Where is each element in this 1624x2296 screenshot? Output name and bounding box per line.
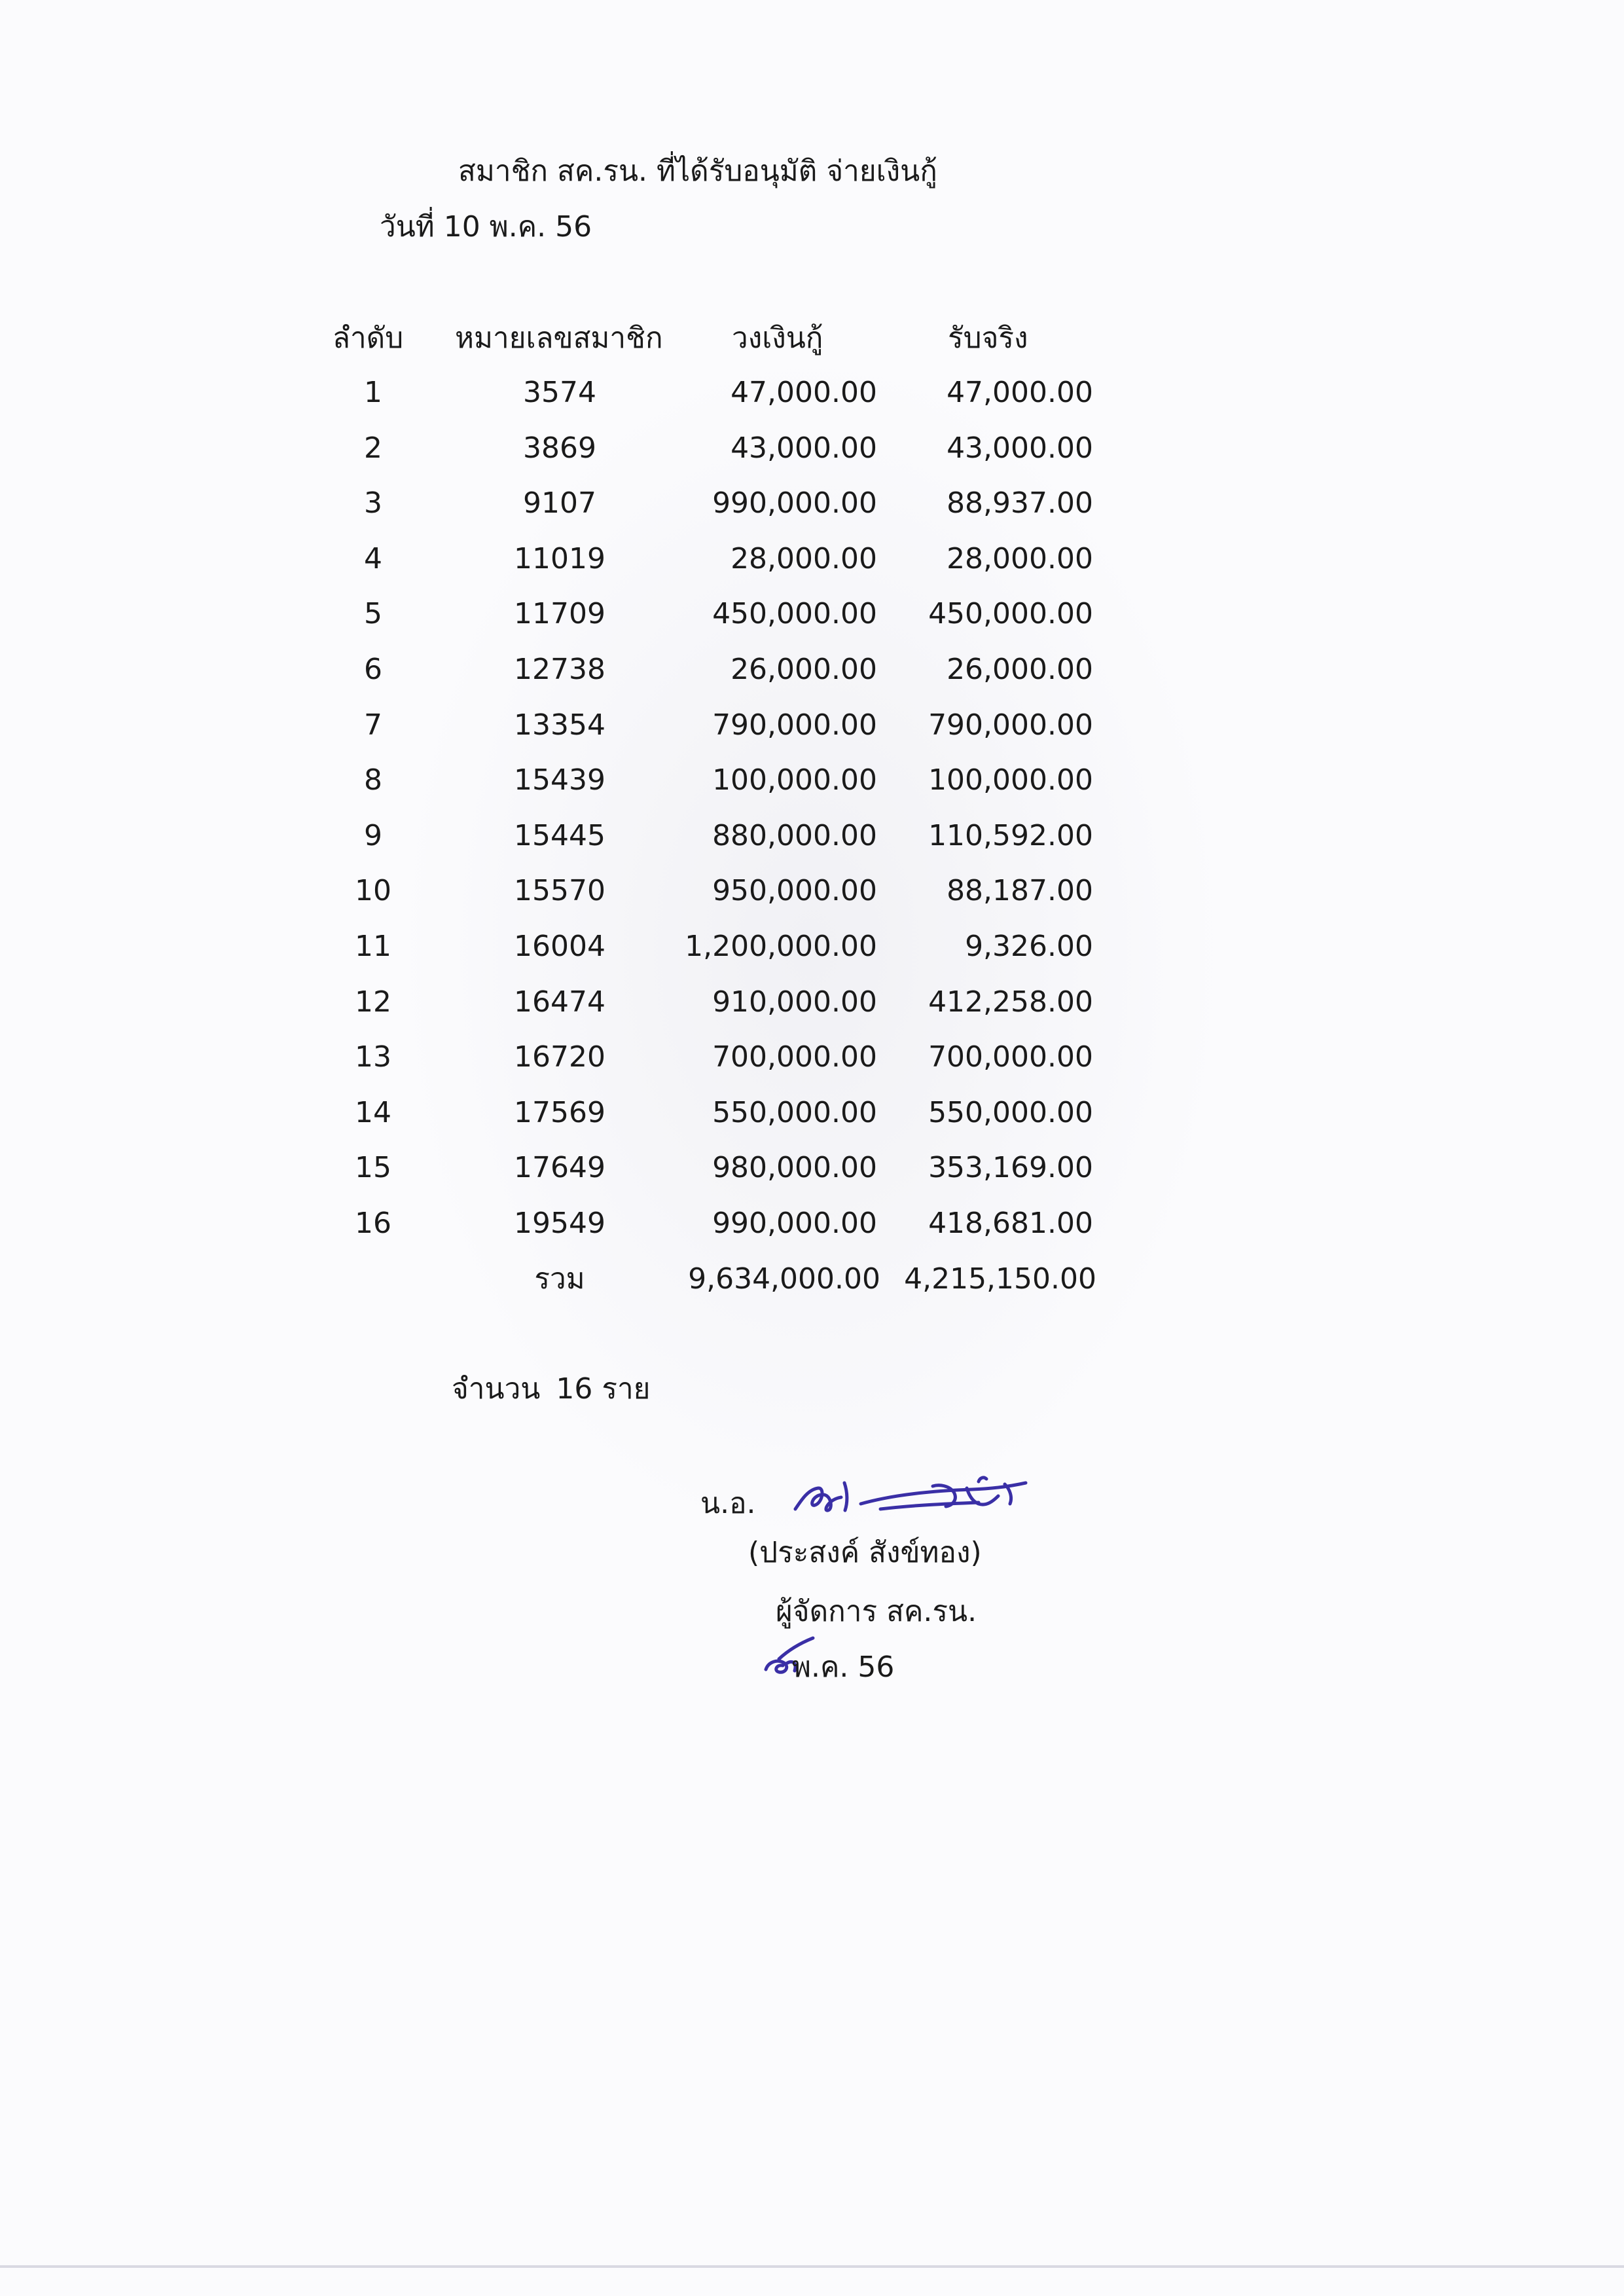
row-loan-amount: 47,000.00 (731, 376, 877, 409)
row-member-no: 16004 (514, 929, 605, 963)
table-row (0, 652, 1624, 711)
row-seq: 2 (364, 431, 382, 465)
row-loan-amount: 700,000.00 (712, 1040, 877, 1074)
row-seq: 16 (355, 1206, 391, 1240)
header-member-no: หมายเลขสมาชิก (455, 321, 663, 355)
row-seq: 14 (355, 1095, 391, 1129)
member-count (452, 1372, 651, 1406)
row-received: 9,326.00 (965, 929, 1093, 963)
table-row (0, 597, 1624, 655)
row-member-no: 9107 (523, 486, 596, 520)
row-seq: 6 (364, 652, 382, 686)
table-row (0, 431, 1624, 490)
row-loan-amount: 990,000.00 (712, 1206, 877, 1240)
row-received: 790,000.00 (928, 708, 1093, 742)
row-seq: 10 (355, 874, 391, 908)
sign-date: พ.ค. 56 (792, 1650, 895, 1684)
row-member-no: 11019 (514, 541, 605, 575)
table-row (0, 378, 1624, 434)
row-seq: 3 (364, 486, 382, 520)
row-loan-amount: 910,000.00 (712, 985, 877, 1019)
table-row (0, 708, 1624, 767)
scan-edge-line (0, 2265, 1624, 2268)
total-received: 4,215,150.00 (904, 1262, 1096, 1296)
row-member-no: 13354 (514, 708, 605, 742)
row-received: 47,000.00 (947, 376, 1093, 409)
count-label: จำนวน (452, 1372, 541, 1406)
row-member-no: 15570 (514, 874, 605, 908)
row-member-no: 11709 (514, 597, 605, 631)
row-seq: 1 (364, 376, 382, 409)
row-received: 26,000.00 (947, 652, 1093, 686)
table-row (0, 541, 1624, 600)
total-label: รวม (534, 1262, 585, 1296)
loan-table-body (0, 378, 1624, 1265)
row-member-no: 16474 (514, 985, 605, 1019)
count-value: 16 ราย (556, 1372, 651, 1406)
approver-name: (ประสงค์ สังข์ทอง) (748, 1536, 982, 1569)
row-loan-amount: 880,000.00 (712, 818, 877, 852)
table-row (0, 486, 1624, 545)
row-loan-amount: 980,000.00 (712, 1151, 877, 1185)
row-member-no: 17649 (514, 1151, 605, 1185)
row-loan-amount: 450,000.00 (712, 597, 877, 631)
row-seq: 11 (355, 929, 391, 963)
row-member-no: 15445 (514, 818, 605, 852)
table-row (0, 1095, 1624, 1154)
table-row (0, 1206, 1624, 1265)
table-row (0, 1151, 1624, 1209)
row-received: 110,592.00 (928, 818, 1093, 852)
row-received: 353,169.00 (928, 1151, 1093, 1185)
table-row (0, 874, 1624, 932)
row-received: 418,681.00 (928, 1206, 1093, 1240)
row-received: 700,000.00 (928, 1040, 1093, 1074)
document-date: วันที่ 10 พ.ค. 56 (380, 210, 592, 244)
row-seq: 8 (364, 763, 382, 797)
row-loan-amount: 990,000.00 (712, 486, 877, 520)
row-seq: 13 (355, 1040, 391, 1074)
row-received: 88,937.00 (947, 486, 1093, 520)
header-received: รับจริง (948, 321, 1028, 355)
row-member-no: 3869 (523, 431, 596, 465)
row-loan-amount: 43,000.00 (731, 431, 877, 465)
table-row (0, 1040, 1624, 1099)
row-member-no: 3574 (523, 376, 596, 409)
row-member-no: 16720 (514, 1040, 605, 1074)
row-member-no: 12738 (514, 652, 605, 686)
header-loan-amount: วงเงินกู้ (732, 321, 823, 355)
row-received: 28,000.00 (947, 541, 1093, 575)
table-row (0, 818, 1624, 877)
row-member-no: 15439 (514, 763, 605, 797)
table-row (0, 985, 1624, 1044)
row-seq: 12 (355, 985, 391, 1019)
row-loan-amount: 26,000.00 (731, 652, 877, 686)
row-received: 450,000.00 (928, 597, 1093, 631)
table-row (0, 763, 1624, 822)
row-member-no: 19549 (514, 1206, 605, 1240)
row-loan-amount: 790,000.00 (712, 708, 877, 742)
row-received: 412,258.00 (928, 985, 1093, 1019)
row-loan-amount: 1,200,000.00 (685, 929, 877, 963)
row-loan-amount: 100,000.00 (712, 763, 877, 797)
approver-rank: น.อ. (700, 1487, 756, 1520)
row-seq: 7 (364, 708, 382, 742)
approver-title: ผู้จัดการ สค.รน. (776, 1595, 977, 1628)
total-loan-amount: 9,634,000.00 (688, 1262, 880, 1296)
row-received: 43,000.00 (947, 431, 1093, 465)
row-seq: 9 (364, 818, 382, 852)
table-row (0, 929, 1624, 988)
row-received: 550,000.00 (928, 1095, 1093, 1129)
document-title: สมาชิก สค.รน. ที่ได้รับอนุมัติ จ่ายเงินกู้ (458, 155, 937, 188)
row-seq: 15 (355, 1151, 391, 1185)
row-loan-amount: 950,000.00 (712, 874, 877, 908)
row-member-no: 17569 (514, 1095, 605, 1129)
row-loan-amount: 550,000.00 (712, 1095, 877, 1129)
header-seq: ลำดับ (333, 321, 404, 355)
row-loan-amount: 28,000.00 (731, 541, 877, 575)
handwritten-signature (782, 1463, 1044, 1522)
row-seq: 4 (364, 541, 382, 575)
row-seq: 5 (364, 597, 382, 631)
row-received: 88,187.00 (947, 874, 1093, 908)
row-received: 100,000.00 (928, 763, 1093, 797)
